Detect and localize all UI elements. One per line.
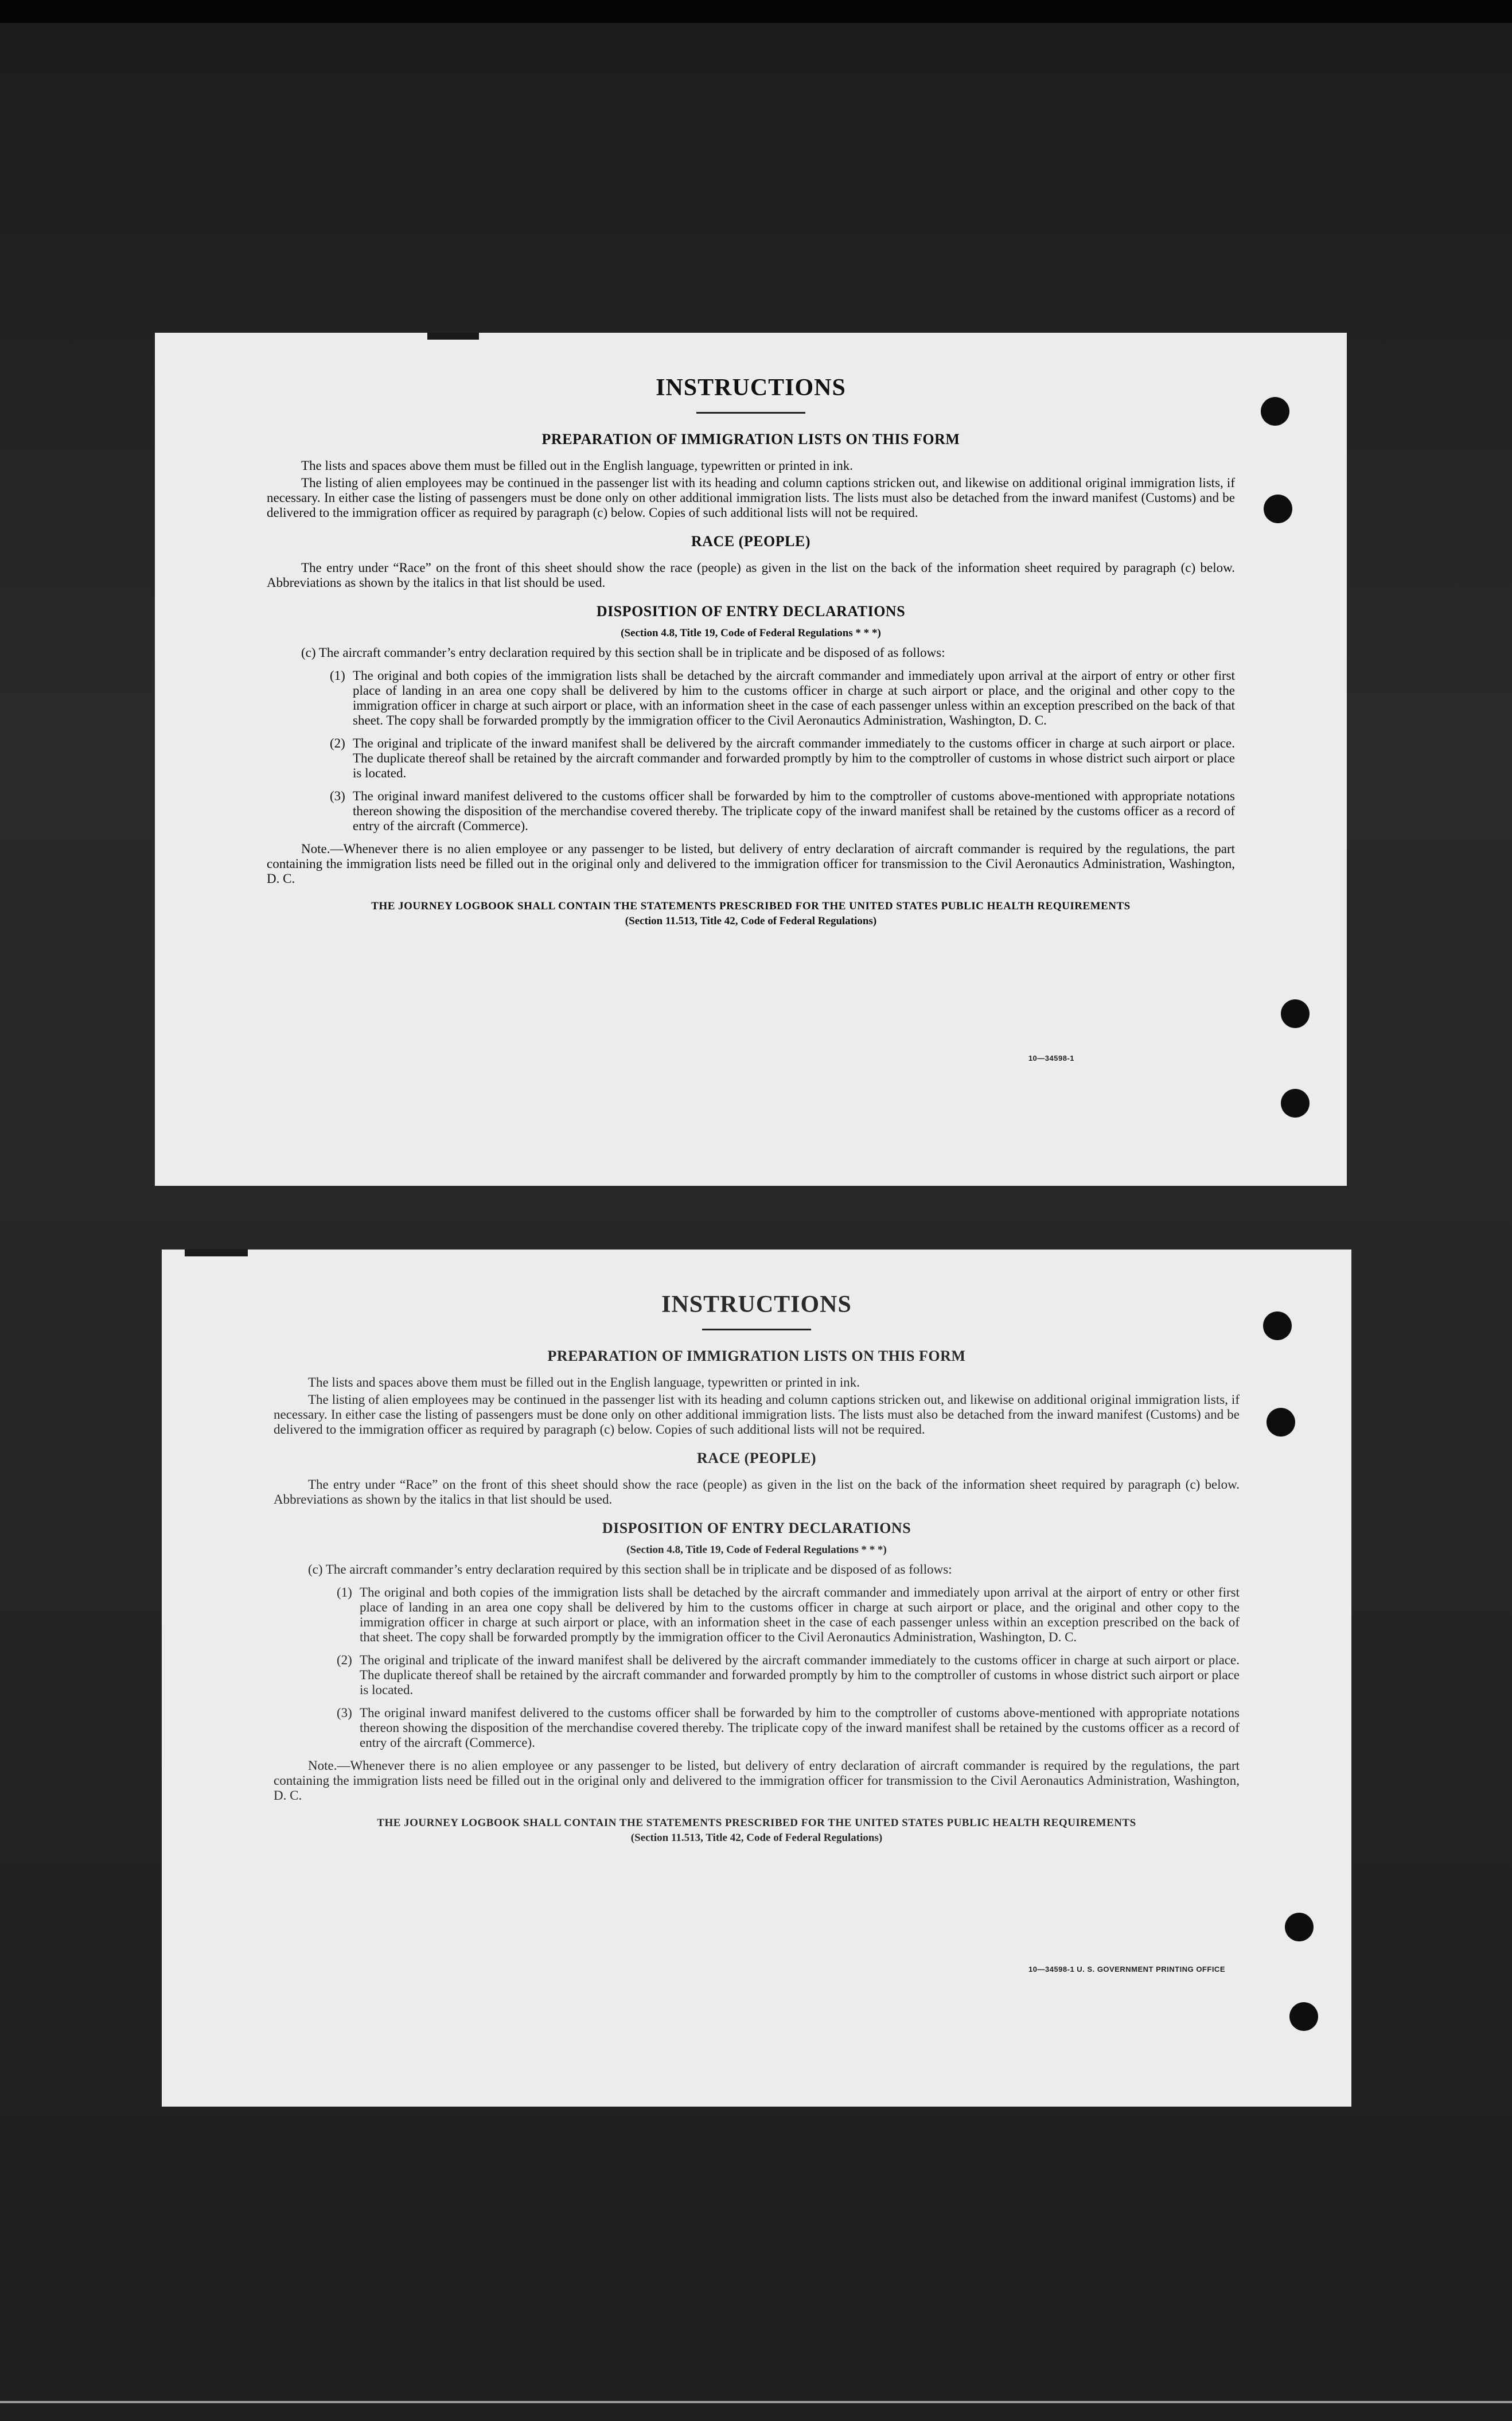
list-item — [267, 668, 1235, 728]
punch-hole-icon — [1289, 2002, 1318, 2031]
title-underline — [696, 412, 805, 414]
list-item-text: The original and both copies of the immigration lists shall be detached by the aircraft commander and immediately upon arrival at the airport of entry or other first place of landing in an area one copy shall be delivered by him to the customs officer in charge at such airport or place, and the original and other copy to the immigration officer in charge at such airport or place, with an information sheet in the case of each passenger unless within an exception prescribed on the back of that sheet. The copy shall be forwarded promptly by the immigration officer to the Civil Aeronautics Administration, Washington, D. C. — [353, 668, 1235, 727]
document-sheet-lower — [162, 1250, 1351, 2107]
section-heading-disposition: DISPOSITION OF ENTRY DECLARATIONS — [602, 1520, 911, 1536]
list-item-text: The original and triplicate of the inward manifest shall be delivered by the aircraft commander immediately to the customs officer in charge at such airport or place. The duplicate thereof shall be retained by the aircraft commander and forwarded promptly by him to the comptroller of customs in whose district such airport or place is located. — [360, 1653, 1240, 1697]
section-heading-preparation: PREPARATION OF IMMIGRATION LISTS ON THIS FORM — [541, 431, 960, 447]
list-item — [274, 1653, 1240, 1698]
list-item-number: (3) — [330, 789, 345, 803]
list-item — [267, 789, 1235, 834]
form-number: 10—34598-1 — [1028, 1054, 1074, 1062]
list-item — [274, 1585, 1240, 1645]
scan-bottom-border — [0, 2401, 1512, 2403]
document-sheet-upper — [155, 333, 1347, 1186]
title-underline — [702, 1329, 811, 1330]
list-item-text: The original and triplicate of the inward manifest shall be delivered by the aircraft commander immediately to the customs officer in charge at such airport or place. The duplicate thereof shall be retained by the aircraft commander and forwarded promptly by him to the comptroller of customs in whose district such airport or place is located. — [353, 736, 1235, 780]
scan-top-border — [0, 0, 1512, 23]
health-requirements-line: THE JOURNEY LOGBOOK SHALL CONTAIN THE STATEMENTS PRESCRIBED FOR THE UNITED STATES PUBLIC HEALTH REQUIREMENTS — [377, 1817, 1136, 1829]
punch-hole-icon — [1267, 1408, 1295, 1437]
form-number: 10—34598-1 U. S. GOVERNMENT PRINTING OFFICE — [1028, 1965, 1225, 1974]
note-paragraph: Note.—Whenever there is no alien employee or any passenger to be listed, but delivery of entry declaration of aircraft commander is required by the regulations, the part containing the immigration lists need be filled out in the original only and delivered to the immigration officer for transmission to the Civil Aeronautics Administration, Washington, D. C. — [274, 1758, 1240, 1803]
paragraph: (c) The aircraft commander’s entry declaration required by this section shall be in triplicate and be disposed of as follows: — [301, 645, 945, 660]
paragraph: The lists and spaces above them must be filled out in the English language, typewritten or printed in ink. — [308, 1375, 860, 1389]
list-item-number: (2) — [337, 1653, 352, 1667]
list-item-number: (3) — [337, 1706, 352, 1720]
health-requirements-line: THE JOURNEY LOGBOOK SHALL CONTAIN THE STATEMENTS PRESCRIBED FOR THE UNITED STATES PUBLIC HEALTH REQUIREMENTS — [371, 900, 1131, 912]
section-heading-race: RACE (PEOPLE) — [697, 1450, 816, 1466]
health-requirements-citation: (Section 11.513, Title 42, Code of Federal Regulations) — [630, 1832, 883, 1844]
punch-hole-icon — [1285, 1913, 1314, 1941]
section-citation: (Section 4.8, Title 19, Code of Federal Regulations * * *) — [621, 627, 881, 639]
list-item-text: The original and both copies of the immigration lists shall be detached by the aircraft commander and immediately upon arrival at the airport of entry or other first place of landing in an area one copy shall be delivered by him to the customs officer in charge at such airport or place, and the original and other copy to the immigration officer in charge at such airport or place, with an information sheet in the case of each passenger unless within an exception prescribed on the back of that sheet. The copy shall be forwarded promptly by the immigration officer to the Civil Aeronautics Administration, Washington, D. C. — [360, 1585, 1240, 1644]
section-heading-race: RACE (PEOPLE) — [691, 533, 810, 550]
list-item — [267, 736, 1235, 781]
paragraph: The listing of alien employees may be continued in the passenger list with its heading and column captions stricken out, and likewise on additional original immigration lists, if necessary. In either case the listing of passengers must be done only on other additional immigration lists. The lists must also be detached from the inward manifest (Customs) and be delivered to the immigration officer as required by paragraph (c) below. Copies of such additional lists will not be required. — [267, 476, 1235, 520]
paragraph: The entry under “Race” on the front of this sheet should show the race (people) as given in the list on the back of the information sheet required by paragraph (c) below. Abbreviations as shown by the italics in that list should be used. — [267, 561, 1235, 590]
section-heading-preparation: PREPARATION OF IMMIGRATION LISTS ON THIS FORM — [547, 1348, 966, 1364]
paragraph: (c) The aircraft commander’s entry declaration required by this section shall be in triplicate and be disposed of as follows: — [308, 1562, 952, 1577]
punch-hole-icon — [1261, 397, 1289, 426]
punch-hole-icon — [1263, 1311, 1292, 1340]
paragraph: The listing of alien employees may be continued in the passenger list with its heading and column captions stricken out, and likewise on additional original immigration lists, if necessary. In either case the listing of passengers must be done only on other additional immigration lists. The lists must also be detached from the inward manifest (Customs) and be delivered to the immigration officer as required by paragraph (c) below. Copies of such additional lists will not be required. — [274, 1392, 1240, 1437]
list-item-number: (2) — [330, 736, 345, 750]
paragraph: The lists and spaces above them must be filled out in the English language, typewritten or printed in ink. — [301, 458, 853, 473]
page-title: INSTRUCTIONS — [661, 1291, 852, 1318]
punch-hole-icon — [1264, 495, 1292, 523]
health-requirements-citation: (Section 11.513, Title 42, Code of Federal Regulations) — [625, 915, 877, 927]
paper-tear-mark — [427, 333, 479, 340]
sheet-content — [274, 1291, 1240, 1844]
list-item — [274, 1706, 1240, 1750]
list-item-number: (1) — [337, 1585, 352, 1599]
punch-hole-icon — [1281, 1089, 1310, 1118]
list-item-number: (1) — [330, 668, 345, 683]
section-citation: (Section 4.8, Title 19, Code of Federal Regulations * * *) — [626, 1544, 887, 1556]
list-item-text: The original inward manifest delivered to the customs officer shall be forwarded by him to the comptroller of customs above-mentioned with appropriate notations thereon showing the disposition of the merchandise covered thereby. The triplicate copy of the inward manifest shall be retained by the customs officer as a record of entry of the aircraft (Commerce). — [353, 789, 1235, 833]
sheet-content — [267, 374, 1235, 928]
note-paragraph: Note.—Whenever there is no alien employee or any passenger to be listed, but delivery of entry declaration of aircraft commander is required by the regulations, the part containing the immigration lists need be filled out in the original only and delivered to the immigration officer for transmission to the Civil Aeronautics Administration, Washington, D. C. — [267, 842, 1235, 886]
page-title: INSTRUCTIONS — [656, 375, 846, 401]
list-item-text: The original inward manifest delivered to the customs officer shall be forwarded by him to the comptroller of customs above-mentioned with appropriate notations thereon showing the disposition of the merchandise covered thereby. The triplicate copy of the inward manifest shall be retained by the customs officer as a record of entry of the aircraft (Commerce). — [360, 1706, 1240, 1750]
punch-hole-icon — [1281, 999, 1310, 1028]
section-heading-disposition: DISPOSITION OF ENTRY DECLARATIONS — [596, 603, 906, 620]
paper-tear-mark — [185, 1250, 248, 1256]
paragraph: The entry under “Race” on the front of this sheet should show the race (people) as given in the list on the back of the information sheet required by paragraph (c) below. Abbreviations as shown by the italics in that list should be used. — [274, 1477, 1240, 1507]
